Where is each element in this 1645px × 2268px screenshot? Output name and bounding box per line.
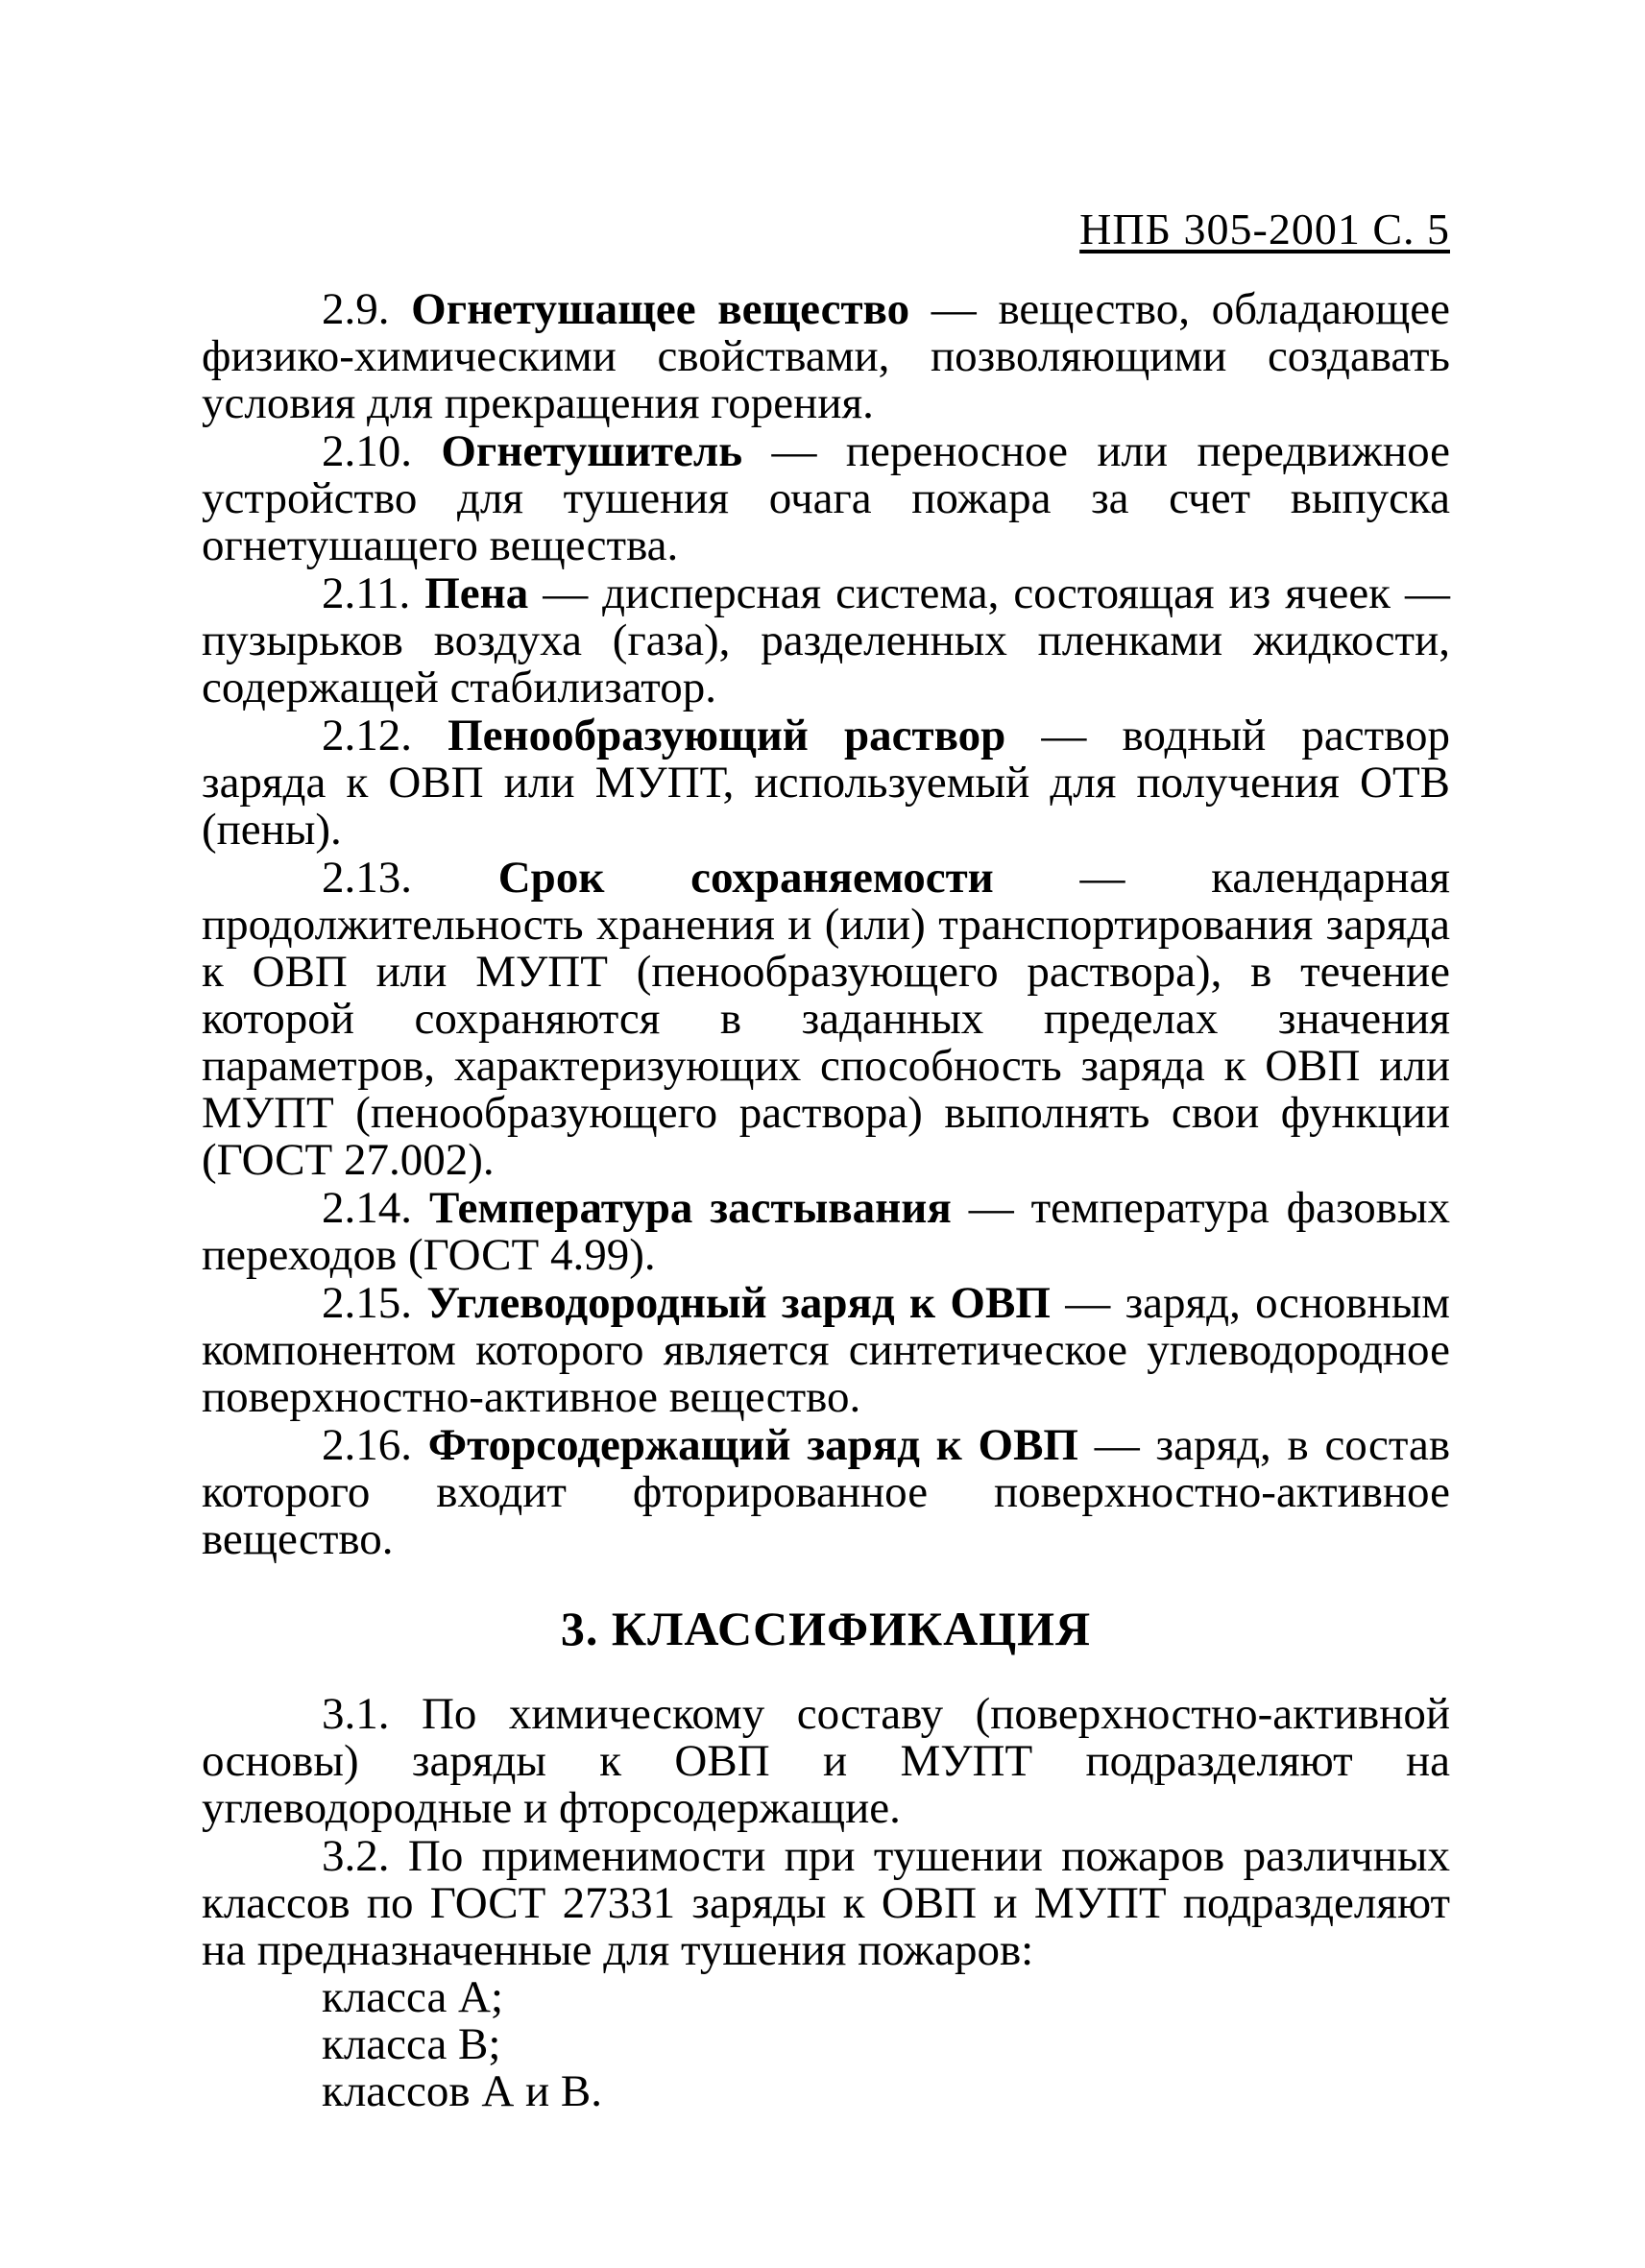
definition-term: Температура застывания — [428, 1183, 952, 1233]
definition-term: Огнетушитель — [441, 426, 743, 476]
definition-2-12 — [202, 712, 1450, 854]
list-item: классов А и В. — [322, 2066, 603, 2116]
definition-2-10 — [202, 428, 1450, 569]
definition-text: переносное или передвижное устройство для тушения очага пожара за счет выпуска огнетушащего вещества. — [202, 426, 1451, 570]
definition-dash: — — [1050, 1278, 1125, 1328]
definition-dash: — — [1078, 1420, 1156, 1470]
definition-text: дисперсная система, состоящая из ячеек — пузырьков воздуха (газа), разделенных пленками жидкости, содержащей стабилизатор. — [202, 568, 1450, 712]
definition-term: Пенообразующий раствор — [448, 711, 1006, 760]
definition-number: 2.14. — [322, 1183, 412, 1233]
definition-2-14 — [202, 1185, 1450, 1279]
list-item: класса А; — [322, 1972, 504, 2022]
definition-dash: — — [742, 426, 846, 476]
document-page — [202, 0, 1450, 2268]
definition-term: Фторсодержащий заряд к ОВП — [427, 1420, 1078, 1470]
definition-number: 2.16. — [322, 1420, 412, 1470]
definition-text: календарная продолжительность хранения и (или) транспортирования заряда к ОВП или МУПТ (пенообразующего раствора), в течение которой сохраняются в заданных пределах значения параметров, характеризующих способность заряда к ОВП или МУПТ (пенообразующего раствора) выполнять свои функции (ГОСТ 27.002). — [202, 853, 1450, 1185]
definition-2-9 — [202, 286, 1450, 427]
definition-dash: — — [993, 853, 1212, 903]
section-title: 3. КЛАССИФИКАЦИЯ — [560, 1602, 1092, 1655]
definition-dash: — — [1005, 711, 1123, 760]
definition-2-16 — [202, 1422, 1450, 1563]
list-item: класса В; — [322, 2019, 501, 2069]
document-body — [202, 286, 1450, 2115]
definition-term: Огнетушащее вещество — [411, 284, 910, 334]
definition-dash: — — [951, 1183, 1031, 1233]
definition-number: 2.12. — [322, 711, 412, 760]
page-header: НПБ 305-2001 С. 5 — [1079, 205, 1450, 253]
definition-number: 2.13. — [322, 853, 412, 903]
definition-text: вещество, обладающее физико-химическими свойствами, позволяющими создавать условия для прекращения горения. — [202, 284, 1450, 428]
definition-number: 2.9. — [322, 284, 390, 334]
definition-2-11 — [202, 570, 1450, 712]
definition-text: водный раствор заряда к ОВП или МУПТ, используемый для получения ОТВ (пены). — [202, 711, 1450, 855]
definition-text: температура фазовых переходов (ГОСТ 4.99). — [202, 1183, 1451, 1280]
definition-dash: — — [528, 568, 603, 618]
definition-term: Срок сохраняемости — [497, 853, 994, 903]
definition-term: Углеводородный заряд к ОВП — [426, 1278, 1051, 1328]
clause-3-1: 3.1. По химическому составу (поверхностно-активной основы) заряды к ОВП и МУПТ подразделяют на углеводородные и фторсодержащие. — [202, 1689, 1450, 1833]
definition-number: 2.11. — [322, 568, 411, 618]
definition-2-15 — [202, 1280, 1450, 1421]
definition-2-13 — [202, 855, 1450, 1184]
definition-number: 2.10. — [322, 426, 412, 476]
clause-3-2: 3.2. По применимости при тушении пожаров различных классов по ГОСТ 27331 заряды к ОВП и МУПТ подразделяют на предназначенные для тушения пожаров: — [202, 1831, 1450, 1975]
definition-number: 2.15. — [322, 1278, 412, 1328]
definition-text: заряд, в состав которого входит фторированное поверхностно-активное вещество. — [202, 1420, 1451, 1564]
definition-dash: — — [909, 284, 999, 334]
definition-term: Пена — [424, 568, 529, 618]
definition-text: заряд, основным компонентом которого является синтетическое углеводородное поверхностно-активное вещество. — [202, 1278, 1451, 1422]
